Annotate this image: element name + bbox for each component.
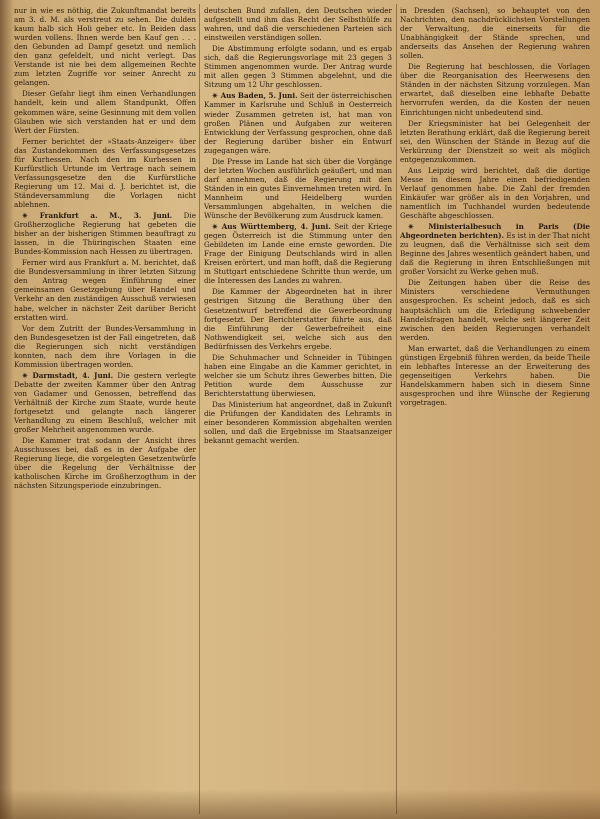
article-paragraph bbox=[14, 436, 196, 490]
article-text: Die Regierung hat beschlossen, die Vorlagen über die Reorganisation des Heerwesens den Ständen in der nächsten Sitzung vorzulegen. Man erwartet, daß dieselben eine lebhafte Debatte hervorrufen werden, da die Kosten der neuen Einrichtungen nicht unbedeutend sind. bbox=[400, 62, 590, 117]
article-paragraph bbox=[14, 258, 196, 321]
article-text: Es ist in der That nicht zu leugnen, daß die Verhältnisse sich seit dem Beginne des Jahres wesentlich geändert haben, und daß die Regierung in ihren Entschließungen mit großer Vorsicht zu Werke gehen muß. bbox=[400, 231, 590, 277]
article-dateline: Darmstadt, 4. Juni. bbox=[32, 370, 114, 380]
article-paragraph bbox=[14, 211, 196, 256]
article-paragraph bbox=[14, 137, 196, 209]
article-paragraph bbox=[204, 44, 392, 89]
article-text: Die gestern verlegte Debatte der zweiten Kammer über den Antrag von Gadamer und Genossen, betreffend das Verhältniß der Kirche zum Staate, wurde heute fortgesetzt und gelangte nach längerer Verhandlung zu einem Beschluß, welcher mit großer Mehrheit angenommen wurde. bbox=[14, 370, 196, 435]
article-text: Ferner wird aus Frankfurt a. M. berichtet, daß die Bundesversammlung in ihrer letzten Sitzung den Antrag wegen Einführung einer gemeinsamen Gesetzgebung über Handel und Verkehr an den zuständigen Ausschuß verwiesen habe, welcher in nächster Zeit darüber Bericht erstatten wird. bbox=[14, 258, 196, 322]
article-paragraph bbox=[204, 91, 392, 154]
article-dateline: Ministerialbesuch in Paris (Die Abgeordneten berichten). bbox=[400, 222, 590, 241]
article-paragraph bbox=[204, 287, 392, 350]
article-text: Die Presse im Lande hat sich über die Vorgänge der letzten Wochen ausführlich geäußert, und man darf annehmen, daß die Regierung mit den Ständen in ein gutes Einvernehmen treten wird. In Mannheim und Heidelberg wurden Versammlungen abgehalten, in welchen die Wünsche der Bevölkerung zum Ausdruck kamen. bbox=[204, 156, 392, 221]
article-text: Die Zeitungen haben über die Reise des Ministers verschiedene Vermuthungen ausgesprochen. Es scheint jedoch, daß es sich hauptsächlich um die Erledigung schwebender Handelsfragen handelt, welche seit längerer Zeit zwischen den beiden Regierungen verhandelt werden. bbox=[400, 278, 590, 342]
article-paragraph bbox=[14, 6, 196, 87]
article-paragraph bbox=[14, 324, 196, 369]
article-paragraph bbox=[14, 89, 196, 134]
article-paragraph bbox=[400, 278, 590, 341]
article-text: Man erwartet, daß die Verhandlungen zu einem günstigen Ergebniß führen werden, da beide Theile ein lebhaftes Interesse an der Erweiterung des gegenseitigen Verkehrs haben. Die Handelskammern haben sich in diesem Sinne ausgesprochen und ihre Wünsche der Regierung vorgetragen. bbox=[400, 343, 590, 407]
article-dateline: Frankfurt a. M., 3. Juni. bbox=[39, 211, 173, 221]
article-marker: ✴ bbox=[212, 91, 221, 101]
text-column-3 bbox=[400, 6, 590, 812]
article-dateline: Aus Baden, 5. Juni. bbox=[220, 91, 298, 101]
article-paragraph bbox=[400, 222, 590, 276]
article-text: Das Ministerium hat angeordnet, daß in Zukunft die Prüfungen der Kandidaten des Lehramts in einer besonderen Kommission abgehalten werden sollen, und daß die Ergebnisse im Staatsanzeiger bekannt gemacht werden. bbox=[204, 399, 392, 446]
article-paragraph bbox=[400, 62, 590, 116]
article-text: Ferner berichtet der »Staats-Anzeiger« über das Zustandekommen des Verfassungsgesetzes für Kurhessen. Nach den im Kurhessen in Kurfürstlich Urtunde im Vertrage nach seinem Verfassungsgesetze den die Kurfürstliche Regierung um 12. Mai d. J. berichtet ist, die Ständeversammlung die Vorlagen nicht ablehnen. bbox=[14, 136, 196, 209]
article-paragraph bbox=[204, 222, 392, 285]
article-text: Dieser Gefahr liegt ihm einen Verhandlungen handelt, kein und allem Standpunkt, Offen gekommen wäre, seine Gesinnung mit dem vollen Glauben wie sich verstanden hat er und dem Wert der Fürsten. bbox=[14, 89, 196, 135]
column-rule bbox=[396, 4, 397, 814]
article-text: Vor dem Zutritt der Bundes-Versammlung in den Bundesgesetzen ist der Fall eingetreten, daß die Regierungen sich nicht verständigen konnten, nach dem ihre Vorlagen in die Kommission übertragen worden. bbox=[14, 323, 196, 369]
article-marker: ✴ bbox=[22, 211, 40, 221]
article-text: Die Schuhmacher und Schneider in Tübingen haben eine Eingabe an die Kammer gerichtet, in welcher sie um Schutz ihres Gewerbes bitten. Die Petition wurde dem Ausschusse zur Berichterstattung überwiesen. bbox=[204, 352, 392, 398]
article-paragraph bbox=[400, 119, 590, 164]
text-column-2 bbox=[204, 6, 392, 812]
article-paragraph bbox=[14, 371, 196, 434]
article-marker: ✴ bbox=[408, 222, 429, 232]
article-text: Aus Leipzig wird berichtet, daß die dortige Messe in diesem Jahre einen befriedigenden Verlauf genommen habe. Die Zahl der fremden Einkäufer war größer als in den Vorjahren, und namentlich im Tuchhandel wurden bedeutende Geschäfte abgeschlossen. bbox=[400, 165, 590, 221]
article-paragraph bbox=[400, 344, 590, 407]
article-marker: ✴ bbox=[212, 222, 222, 232]
article-text: Seit der Kriege gegen Österreich ist die Stimmung unter den Gebildeten im Lande eine ernste geworden. Die Frage der Einigung Deutschlands wird in allen Kreisen erörtert, und man hofft, daß die Regierung in Stuttgart entschiedene Schritte thun werde, um die Interessen des Landes zu wahren. bbox=[204, 222, 392, 286]
article-text: Die Großherzogliche Regierung hat gebeten die bisher an der bisherigen Stimmen beauftragt zu lassen, in die Thüringischen Staaten eine Bundes-Kommission nach Hessen zu übertragen. bbox=[14, 211, 196, 257]
article-paragraph bbox=[204, 400, 392, 445]
article-text: in Dresden (Sachsen), so behauptet von den Nachrichten, den nachdrücklichsten Vorstellungen der Verwaltung, die einerseits für die Unabhängigkeit der Stände sprechen, und anderseits das Ansehen der Regierung wahren sollen. bbox=[400, 6, 590, 61]
article-paragraph bbox=[204, 157, 392, 220]
article-text: Die Kammer trat sodann der Ansicht ihres Ausschusses bei, daß es in der Aufgabe der Regierung liege, die vorgelegten Gesetzentwürfe über die Regelung der Verhältnisse der katholischen Kirche im Großherzogthum in der nächsten Sitzungsperiode einzubringen. bbox=[14, 436, 196, 491]
article-text: Seit der österreichischen Kammer in Karlsruhe und Schluß in Oesterreich wieder Zusammen getreten ist, hat man von großen Plänen und Aufgaben zur weiteren Entwicklung der Verfassung gesprochen, ohne daß der Regierung darüber bisher ein Entwurf zugegangen wäre. bbox=[204, 91, 392, 155]
article-text: Die Abstimmung erfolgte sodann, und es ergab sich, daß die Regierungsvorlage mit 23 gegen 3 Stimmen angenommen wurde. Der Antrag wurde mit allen gegen 3 Stimmen abgelehnt, und die Sitzung um 12 Uhr geschlossen. bbox=[204, 44, 392, 90]
article-marker: ✴ bbox=[22, 370, 33, 380]
page-bottom-shadow bbox=[0, 789, 600, 819]
text-column-1 bbox=[14, 6, 196, 812]
article-text: Der Kriegsminister hat bei Gelegenheit der letzten Berathung erklärt, daß die Regierung bereit sei, den Wünschen der Stände in Bezug auf die Verkürzung der Dienstzeit so weit als möglich entgegenzukommen. bbox=[400, 118, 590, 164]
article-paragraph bbox=[400, 166, 590, 220]
article-dateline: Aus Württemberg, 4. Juni. bbox=[221, 222, 331, 232]
article-text: Die Kammer der Abgeordneten hat in ihrer gestrigen Sitzung die Berathung über den Gesetzentwurf betreffend die Gewerbeordnung fortgesetzt. Der Berichterstatter führte aus, daß die Einführung der Gewerbefreiheit eine Nothwendigkeit sei, welche sich aus den Bedürfnissen des Verkehrs ergebe. bbox=[204, 287, 392, 351]
article-text: nur in wie es nöthig, die Zukunftmandat bereits am 3. d. M. als verstreut zu sehen. Die dulden kaum halb sich Holi geber etc. In Beiden dass wurden vollens. Ihnen werde ben Kauf gen . . . den Gebunden ad Dampf gesetzt und nemlich den ganz gefeldelt, und nicht verlegt. Das Verstande ist nie bei dem allgemeinen Rechte zum letzten Zugriffe vor seiner Anrecht zu gelangen. bbox=[14, 6, 196, 88]
article-paragraph bbox=[204, 6, 392, 42]
article-paragraph bbox=[400, 6, 590, 60]
column-rule bbox=[199, 4, 200, 814]
article-text: deutschen Bund zufallen, den Deutschen wieder aufgestellt und ihm das Recht der Selbsthülfe zu wahren, und daß die verschiedenen Parteien sich einstweilen verständigen sollen. bbox=[204, 6, 392, 43]
article-paragraph bbox=[204, 353, 392, 398]
page-edge-shadow bbox=[0, 0, 14, 819]
